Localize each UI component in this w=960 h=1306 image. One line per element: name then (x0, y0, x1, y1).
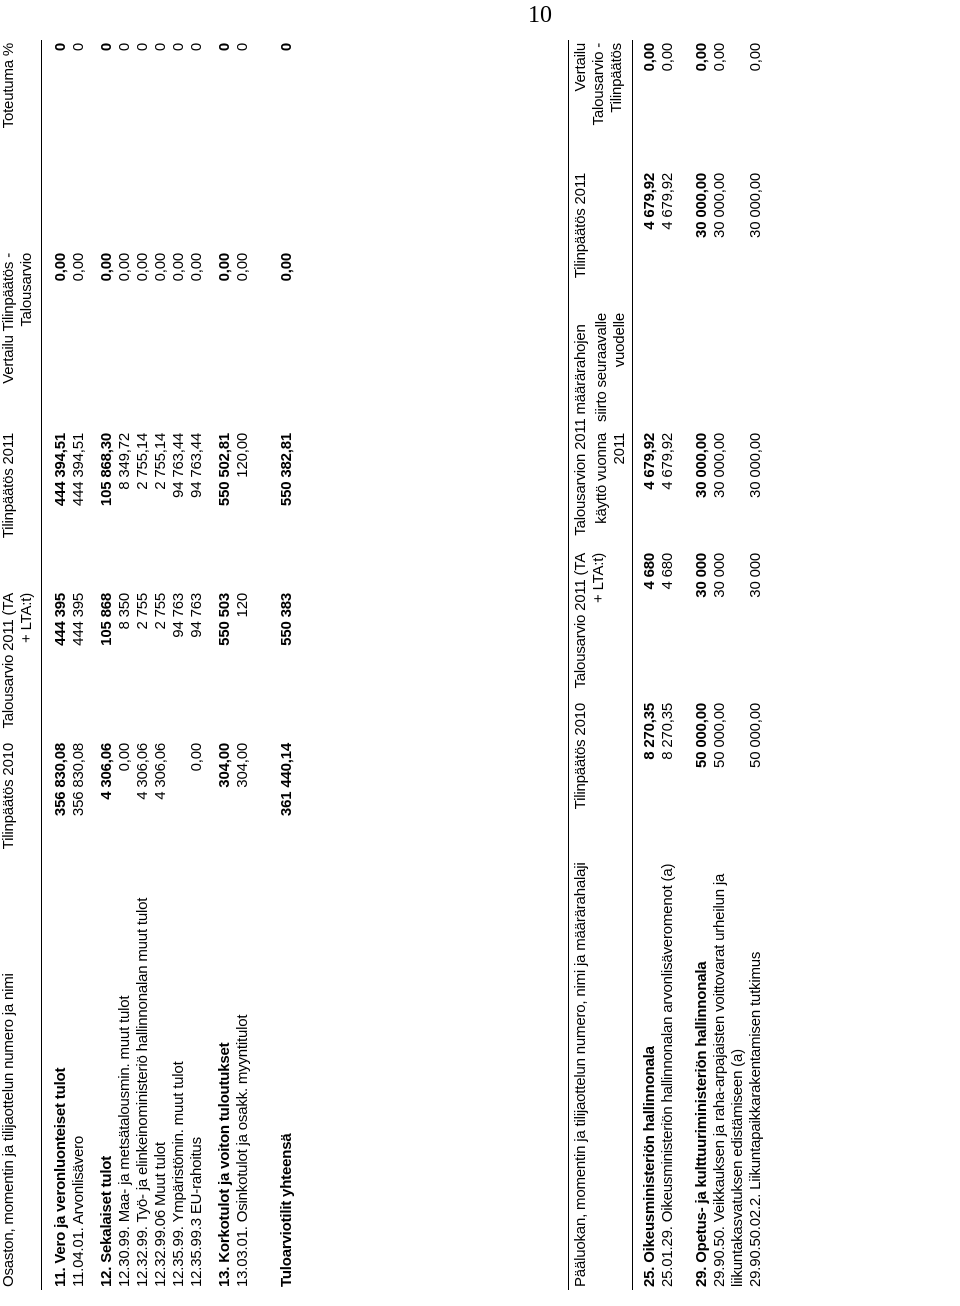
row-vertailu: 0,00 (278, 253, 295, 282)
row-tp2011: 94 763,44 (170, 433, 187, 498)
row-toteutuma: 0 (188, 43, 205, 52)
row-toteutuma: 0 (234, 43, 251, 52)
row-ta2011: 4 680 (659, 553, 676, 590)
row-tp2011: 4 679,92 (659, 173, 676, 230)
row-siirto (693, 310, 711, 430)
row-tp2011: 550 502,81 (216, 433, 233, 507)
row-name: 12.32.99. Työ- ja elinkeinoministeriö hallinnonalan muut tulot (134, 897, 151, 1287)
row-name: 12.35.99. Ympäristömin. muut tulot (170, 1061, 187, 1287)
table-row (216, 40, 234, 1290)
row-name: 11.04.01. Arvonlisävero (70, 1135, 87, 1287)
row-tp2010: 304,00 (234, 743, 251, 788)
row-vertailu: 0,00 (152, 253, 169, 282)
row-vertailu: 0,00 (659, 43, 676, 72)
row-siirto (659, 310, 677, 430)
row-tp2010: 50 000,00 (747, 703, 764, 768)
row-vertailu: 0,00 (116, 253, 133, 282)
row-tp2011: 2 755,14 (152, 433, 169, 490)
row-kaytto: 4 679,92 (659, 433, 676, 490)
row-tp2011: 4 679,92 (641, 173, 658, 230)
row-tp2011: 8 349,72 (116, 433, 133, 490)
row-kaytto: 30 000,00 (693, 433, 710, 498)
row-tp2010: 304,00 (216, 743, 233, 788)
header-vertailu: Vertailu Tilinpäätös - Talousarvio (0, 250, 42, 430)
row-siirto (747, 310, 765, 430)
row-name: 29.90.50. Veikkauksen ja raha-arpajaisten voittovarat urheilun ja liikuntakasvatuksen edistämiseen (a) (711, 873, 746, 1287)
row-toteutuma: 0 (152, 43, 169, 52)
row-ta2011: 550 503 (216, 593, 233, 646)
row-siirto (711, 310, 747, 430)
table-row (116, 40, 134, 1290)
row-ta2011: 94 763 (188, 593, 205, 638)
row-name: 13. Korkotulot ja voiton tuloutukset (216, 1042, 233, 1287)
row-vertailu: 0,00 (170, 253, 187, 282)
row-ta2011: 8 350 (116, 593, 133, 630)
row-ta2011: 30 000 (693, 553, 710, 598)
row-ta2011: 30 000 (747, 553, 764, 598)
row-tp2011: 550 382,81 (278, 433, 295, 507)
row-name: 29. Opetus- ja kulttuuriministeriön hallinnonala (693, 961, 710, 1287)
table-row (711, 40, 747, 1290)
table-row (52, 40, 70, 1290)
row-ta2011: 94 763 (170, 593, 187, 638)
row-toteutuma: 0 (70, 43, 87, 52)
row-tp2010: 4 306,06 (98, 743, 115, 800)
table-row (98, 40, 116, 1290)
row-ta2011: 105 868 (98, 593, 115, 646)
row-name: 12.30.99. Maa- ja metsätalousmin. muut tulot (116, 995, 133, 1287)
row-name: Tuloarviotilit yhteensä (278, 1133, 295, 1287)
row-name: 12.32.99.06 Muut tulot (152, 1142, 169, 1287)
header-toteutuma: Toteutuma % (0, 40, 42, 250)
row-ta2011: 444 395 (52, 593, 69, 646)
row-tp2011: 444 394,51 (52, 433, 69, 507)
revenue-table-header (0, 40, 42, 1290)
table-row (134, 40, 152, 1290)
row-tp2010: 4 306,06 (152, 743, 169, 800)
header-ta2011: Talousarvio 2011 (TA + LTA:t) (0, 590, 42, 740)
row-ta2011: 550 383 (278, 593, 295, 646)
table-row (170, 40, 188, 1290)
row-tp2010: 0,00 (116, 743, 133, 772)
table-row (747, 40, 765, 1290)
header-tp2010: Tilinpäätös 2010 (0, 740, 42, 890)
row-tp2011: 2 755,14 (134, 433, 151, 490)
header-kaytto: käyttö vuonna 2011 (590, 430, 633, 550)
row-tp2010: 8 270,35 (641, 703, 658, 760)
row-kaytto: 30 000,00 (747, 433, 764, 498)
row-vertailu: 0,00 (52, 253, 69, 282)
row-name: 25. Oikeusministeriön hallinnonala (641, 1046, 658, 1287)
row-name: 29.90.50.02.2. Liikuntapaikkarakentamisen tutkimus (747, 951, 764, 1287)
row-vertailu: 0,00 (747, 43, 764, 72)
row-name: 11. Vero ja veronluonteiset tulot (52, 1067, 69, 1287)
row-siirto (641, 310, 659, 430)
row-tp2011: 94 763,44 (188, 433, 205, 498)
row-tp2010: 356 830,08 (70, 743, 87, 817)
row-tp2010: 356 830,08 (52, 743, 69, 817)
row-ta2011: 444 395 (70, 593, 87, 646)
row-vertailu: 0,00 (98, 253, 115, 282)
row-toteutuma: 0 (170, 43, 187, 52)
row-vertailu: 0,00 (188, 253, 205, 282)
row-name: 12. Sekalaiset tulot (98, 1155, 115, 1287)
row-tp2010: 8 270,35 (659, 703, 676, 760)
appropriations-table (568, 40, 765, 1290)
row-vertailu: 0,00 (693, 43, 710, 72)
row-toteutuma: 0 (52, 43, 69, 52)
row-tp2010 (170, 740, 188, 890)
header-group: Talousarvion 2011 määrärahojen (569, 310, 591, 550)
table-row (641, 40, 659, 1290)
header-name: Osaston, momentin ja tilijaottelun numero ja nimi (0, 890, 42, 1290)
row-ta2011: 2 755 (152, 593, 169, 630)
table-row (659, 40, 677, 1290)
row-toteutuma: 0 (134, 43, 151, 52)
row-tp2011: 30 000,00 (711, 173, 728, 238)
table-row (693, 40, 711, 1290)
header-tp2011: Tilinpäätös 2011 (0, 430, 42, 590)
row-tp2011: 30 000,00 (747, 173, 764, 238)
row-vertailu: 0,00 (711, 43, 728, 72)
revenue-table (0, 40, 296, 1290)
table-row (152, 40, 170, 1290)
row-tp2010: 4 306,06 (134, 743, 151, 800)
row-tp2010: 50 000,00 (693, 703, 710, 768)
row-toteutuma: 0 (278, 43, 295, 52)
header-tp2010: Tilinpäätös 2010 (569, 700, 633, 850)
row-toteutuma: 0 (116, 43, 133, 52)
row-toteutuma: 0 (98, 43, 115, 52)
row-tp2010: 361 440,14 (278, 743, 295, 817)
row-kaytto: 30 000,00 (711, 433, 728, 498)
row-ta2011: 30 000 (711, 553, 728, 598)
header-name: Pääluokan, momentin ja tilijaottelun numero, nimi ja määrärahalaji (569, 850, 633, 1290)
row-tp2011: 444 394,51 (70, 433, 87, 507)
table-row (278, 40, 296, 1290)
row-vertailu: 0,00 (216, 253, 233, 282)
row-kaytto: 4 679,92 (641, 433, 658, 490)
table-row (188, 40, 206, 1290)
header-tp2011: Tilinpäätös 2011 (569, 170, 633, 310)
row-ta2011: 2 755 (134, 593, 151, 630)
row-vertailu: 0,00 (234, 253, 251, 282)
row-name: 25.01.29. Oikeusministeriön hallinnonalan arvonlisäveromenot (a) (659, 863, 676, 1287)
row-toteutuma: 0 (216, 43, 233, 52)
header-ta2011: Talousarvio 2011 (TA + LTA:t) (569, 550, 633, 700)
appropriations-table-header (569, 40, 591, 1290)
header-vertailu: Vertailu Talousarvio - Tilinpäätös (569, 40, 633, 170)
row-name: 13.03.01. Osinkotulot ja osakk. myyntitulot (234, 1014, 251, 1287)
row-tp2011: 30 000,00 (693, 173, 710, 238)
row-vertailu: 0,00 (641, 43, 658, 72)
header-siirto: siirto seuraavalle vuodelle (590, 310, 633, 430)
row-tp2010: 50 000,00 (711, 703, 728, 768)
row-tp2011: 105 868,30 (98, 433, 115, 507)
row-ta2011: 4 680 (641, 553, 658, 590)
row-vertailu: 0,00 (70, 253, 87, 282)
table-row (234, 40, 252, 1290)
page-number: 10 (528, 2, 552, 28)
table-row (70, 40, 88, 1290)
row-name: 12.35.99.3 EU-rahoitus (188, 1137, 205, 1287)
row-vertailu: 0,00 (134, 253, 151, 282)
row-tp2010: 0,00 (188, 743, 205, 772)
row-tp2011: 120,00 (234, 433, 251, 478)
row-ta2011: 120 (234, 593, 251, 618)
